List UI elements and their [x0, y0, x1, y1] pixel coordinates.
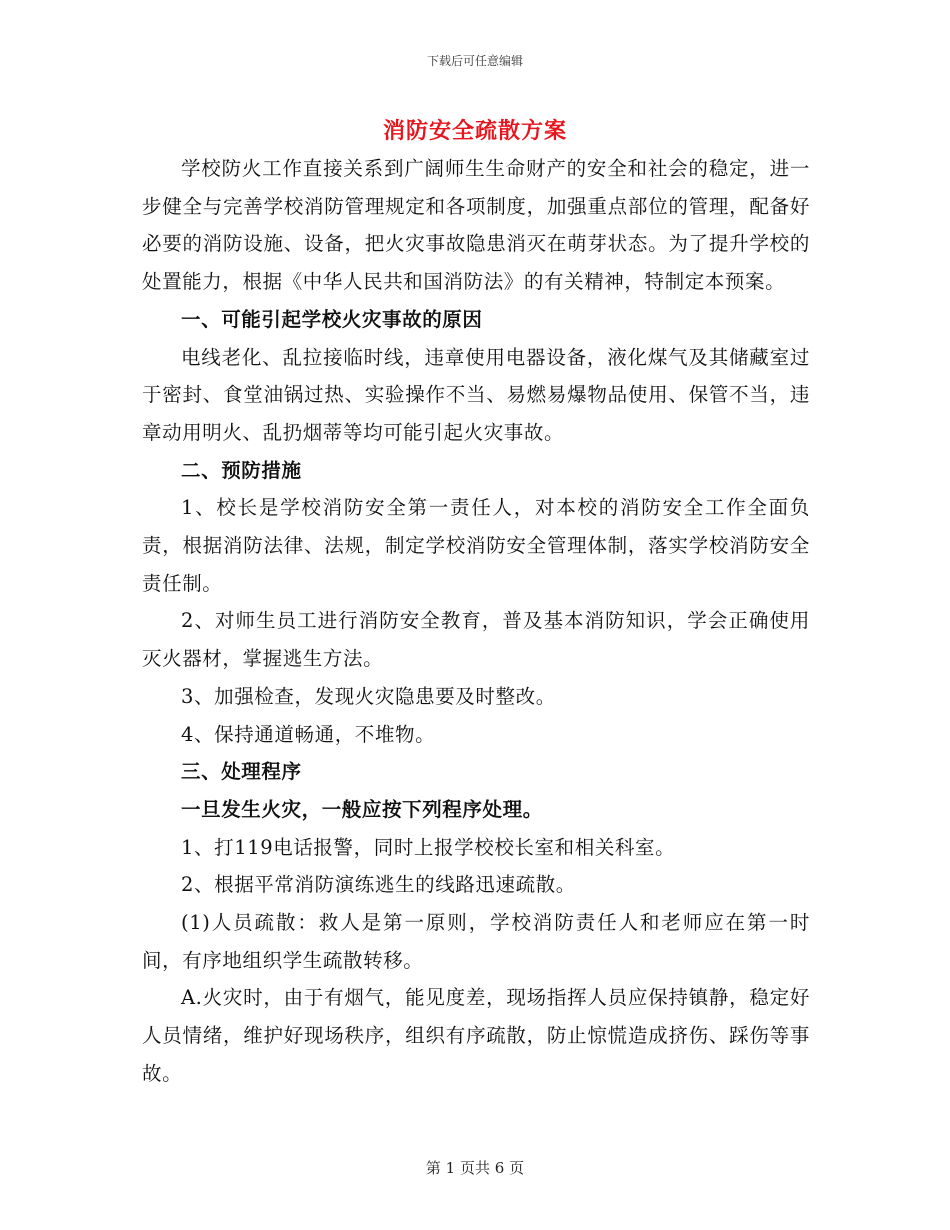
- procedure-step-1: 1、打119电话报警，同时上报学校校长室和相关科室。: [181, 835, 676, 859]
- prevention-item-2: 2、对师生员工进行消防安全教育，普及基本消防知识，学会正确使用灭火器材，掌握逃生方法。: [142, 609, 810, 671]
- causes-paragraph: 电线老化、乱拉接临时线，违章使用电器设备，液化煤气及其储藏室过于密封、食堂油锅过热、实验操作不当、易燃易爆物品使用、保管不当，违章动用明火、乱扔烟蒂等均可能引起火灾事故。: [142, 345, 810, 444]
- prevention-item-1: 1、校长是学校消防安全第一责任人，对本校的消防安全工作全面负责，根据消防法律、法规，制定学校消防安全管理体制，落实学校消防安全责任制。: [142, 496, 810, 595]
- evacuation-detail-a: A.火灾时，由于有烟气，能见度差，现场指挥人员应保持镇静，稳定好人员情绪，维护好现场秩序，组织有序疏散，防止惊慌造成挤伤、踩伤等事故。: [142, 986, 810, 1085]
- section-heading-procedure: 三、处理程序: [181, 760, 302, 784]
- procedure-step-2: 2、根据平常消防演练逃生的线路迅速疏散。: [181, 873, 576, 897]
- document-title: 消防安全疏散方案: [382, 118, 567, 144]
- header-note: 下载后可任意编辑: [426, 54, 523, 68]
- page-number: 第 1 页共 6 页: [425, 1159, 525, 1177]
- section-heading-prevention: 二、预防措施: [181, 458, 302, 482]
- prevention-item-3: 3、加强检查，发现火灾隐患要及时整改。: [181, 684, 556, 708]
- evacuation-paragraph: (1)人员疏散：救人是第一原则，学校消防责任人和老师应在第一时间，有序地组织学生疏散转移。: [142, 911, 810, 972]
- document-body: [142, 150, 810, 1093]
- intro-paragraph: 学校防火工作直接关系到广阔师生生命财产的安全和社会的稳定，进一步健全与完善学校消防管理规定和各项制度，加强重点部位的管理，配备好必要的消防设施、设备，把火灾事故隐患消灭在萌芽状态。为了提升学校的处置能力，根据《中华人民共和国消防法》的有关精神，特制定本预案。: [142, 157, 810, 294]
- prevention-item-4: 4、保持通道畅通，不堆物。: [181, 722, 436, 746]
- procedure-intro: 一旦发生火灾，一般应按下列程序处理。: [181, 797, 543, 821]
- section-heading-causes: 一、可能引起学校火灾事故的原因: [181, 307, 483, 331]
